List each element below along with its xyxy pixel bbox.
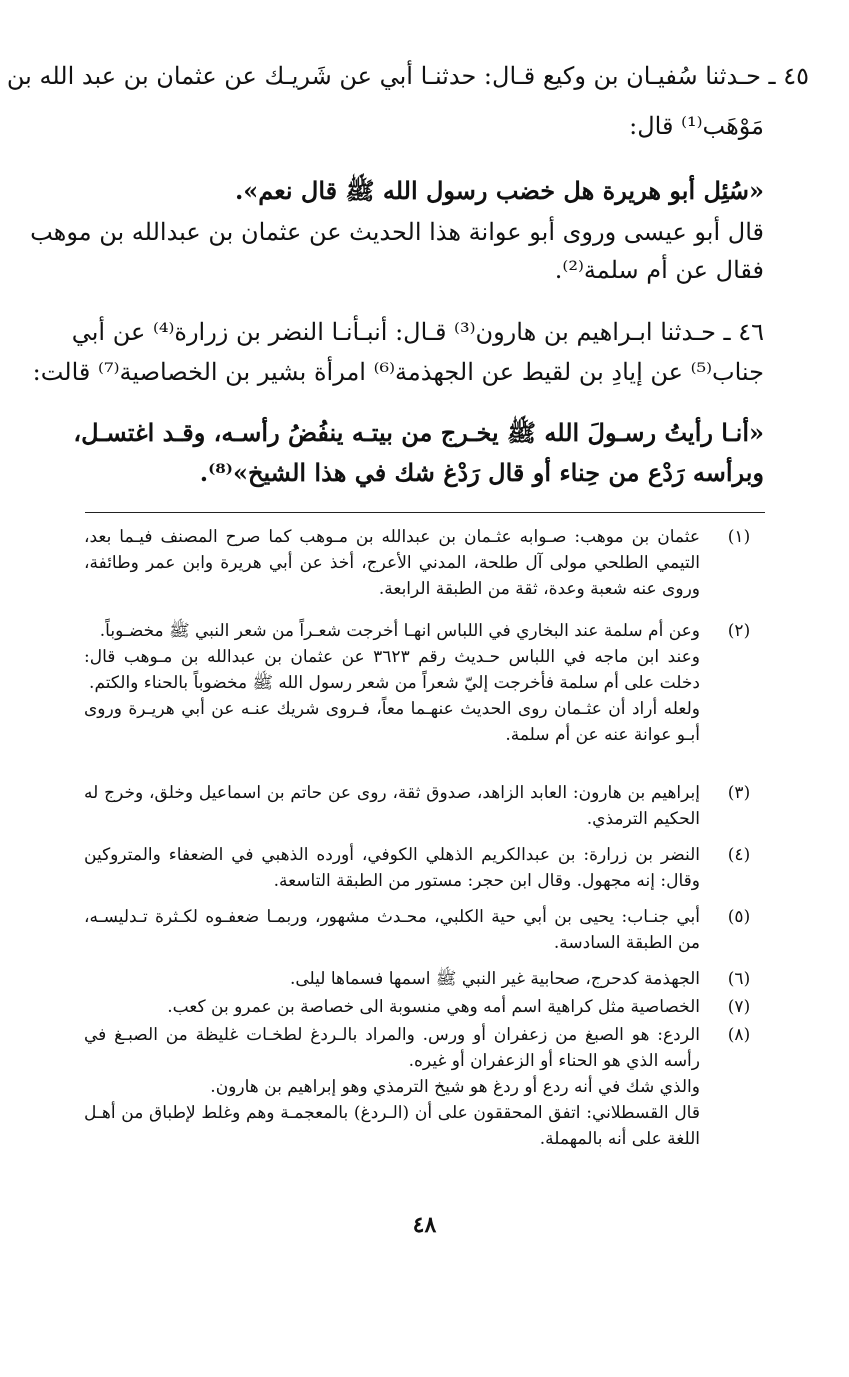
footnote-paragraph: وعند ابن ماجه في اللباس حـديث رقم ٣٦٢٣ عن عثمان بن عبدالله بن مـوهب قال: دخلت على أم سلمة فأخرجت إليّ شعراً من شعر رسول الله ﷺ مخضوباً بالحناء والكتم. bbox=[84, 647, 700, 693]
footnote-paragraph: قال القسطلاني: اتفق المحققون على أن (الـردغ) بالمعجمـة وهم وغلط لإطباق من أهـل اللغة على أنه بالمهملة. bbox=[84, 1103, 700, 1149]
footnote-paragraph: الخصاصية مثل كراهية اسم أمه وهي منسوبة الى خصاصة بن عمرو بن كعب. bbox=[167, 997, 700, 1017]
footnote-text bbox=[84, 780, 700, 832]
footnote-2 bbox=[84, 618, 764, 748]
footnote-paragraph: إبراهيم بن هارون: العابد الزاهد، صدوق ثقة، روى عن حاتم بن اسماعيل وخلق، وخرج له الحكيم الترمذي. bbox=[84, 783, 700, 829]
footnote-3 bbox=[84, 780, 764, 832]
footnote-text bbox=[84, 904, 700, 956]
hadith-45-note-line-1: قال أبو عيسى وروى أبو عوانة هذا الحديث عن عثمان بن عبدالله بن موهب bbox=[30, 218, 764, 246]
footnote-text bbox=[84, 524, 700, 602]
footnote-6 bbox=[84, 966, 764, 992]
hadith-46-quote-line-1: «أنـا رأيتُ رسـولَ الله ﷺ يخـرج من بيتـه ينفُضُ رأسـه، وقـد اغتسـل، bbox=[73, 418, 764, 447]
hadith-45-line-1: ٤٥ ـ حـدثنا سُفيـان بن وكيع قـال: حدثنـا أبي عن شَريـك عن عثمان بن عبد الله بن bbox=[6, 62, 809, 90]
footnote-text bbox=[84, 618, 700, 748]
footnote-1 bbox=[84, 524, 764, 602]
footnote-5 bbox=[84, 904, 764, 956]
footnote-number: (١) bbox=[727, 527, 751, 547]
footnote-7 bbox=[84, 994, 764, 1020]
page-number: ٤٨ bbox=[412, 1212, 437, 1238]
footnote-paragraph: ولعله أراد أن عثـمان روى الحديث عنهـما معاً، فـروى شريك عنـه عن أبي هريـرة وروى أبـو عوانة عنه عن أم سلمة. bbox=[84, 699, 700, 745]
hadith-46-line-1: ٤٦ ـ حـدثنا ابـراهيم بن هارون⁽³⁾ قـال: أنبـأنـا النضر بن زرارة⁽⁴⁾ عن أبي bbox=[71, 318, 764, 346]
footnote-paragraph: الردع: هو الصبغ من زعفران أو ورس. والمراد بالـردغ لطخـات غليظة من الصبـغ في رأسه الذي هو الحناء أو الزعفران أو غيره. bbox=[84, 1025, 700, 1071]
hadith-46-line-2: جناب⁽⁵⁾ عن إيادِ بن لقيط عن الجهذمة⁽⁶⁾ امرأة بشير بن الخصاصية⁽⁷⁾ قالت: bbox=[32, 358, 764, 386]
footnote-number: (٦) bbox=[727, 969, 751, 989]
footnote-4 bbox=[84, 842, 764, 894]
hadith-46-quote-line-2: وبرأسه رَدْع من حِناء أو قال رَدْغ شك في هذا الشيخ»⁽⁸⁾. bbox=[199, 458, 764, 487]
footnote-paragraph: أبي جنـاب: يحيى بن أبي حية الكلبي، محـدث مشهور، وربمـا ضعفـوه لكـثرة تـدليسـه، من الطبقة السادسة. bbox=[84, 907, 700, 953]
footnote-text bbox=[84, 966, 700, 992]
hadith-45-note-line-2: فقال عن أم سلمة⁽²⁾. bbox=[554, 256, 764, 284]
footnote-number: (٨) bbox=[727, 1025, 751, 1045]
footnote-paragraph: النضر بن زرارة: بن عبدالكريم الذهلي الكوفي، أورده الذهبي في الضعفاء والمتروكين وقال: إنه مجهول. وقال ابن حجر: مستور من الطبقة التاسعة. bbox=[84, 845, 700, 891]
footnote-8 bbox=[84, 1022, 764, 1152]
footnote-paragraph: عثمان بن موهب: صـوابه عثـمان بن عبدالله بن مـوهب كما صرح المصنف فيـما بعد، التيمي الطلحي مولى آل طلحة، المدني الأعرج، أخذ عن أبي هريرة وابن عمر وطائفة، وروى عنه شعبة وعدة، ثقة من الطبقة الرابعة. bbox=[84, 527, 700, 599]
footnote-number: (٣) bbox=[727, 783, 751, 803]
footnote-number: (٤) bbox=[727, 845, 751, 865]
footnote-number: (٢) bbox=[727, 621, 751, 641]
footnote-number: (٥) bbox=[727, 907, 751, 927]
footnote-text bbox=[84, 842, 700, 894]
hadith-45-line-2: مَوْهَب⁽¹⁾ قال: bbox=[629, 112, 764, 140]
footnote-text bbox=[84, 994, 700, 1020]
footnote-paragraph: وعن أم سلمة عند البخاري في اللباس انهـا أخرجت شعـراً من شعر النبي ﷺ مخضـوباً. bbox=[99, 621, 700, 641]
footnote-paragraph: والذي شك في أنه ردع أو ردغ هو شيخ الترمذي وهو إبراهيم بن هارون. bbox=[210, 1077, 700, 1097]
footnote-number: (٧) bbox=[727, 997, 751, 1017]
hadith-45-quote: «سُئِل أبو هريرة هل خضب رسول الله ﷺ قال نعم». bbox=[234, 176, 764, 205]
footnote-text bbox=[84, 1022, 700, 1152]
footnote-separator bbox=[85, 512, 765, 513]
footnote-paragraph: الجهذمة كدحرج، صحابية غير النبي ﷺ اسمها فسماها ليلى. bbox=[289, 969, 700, 989]
